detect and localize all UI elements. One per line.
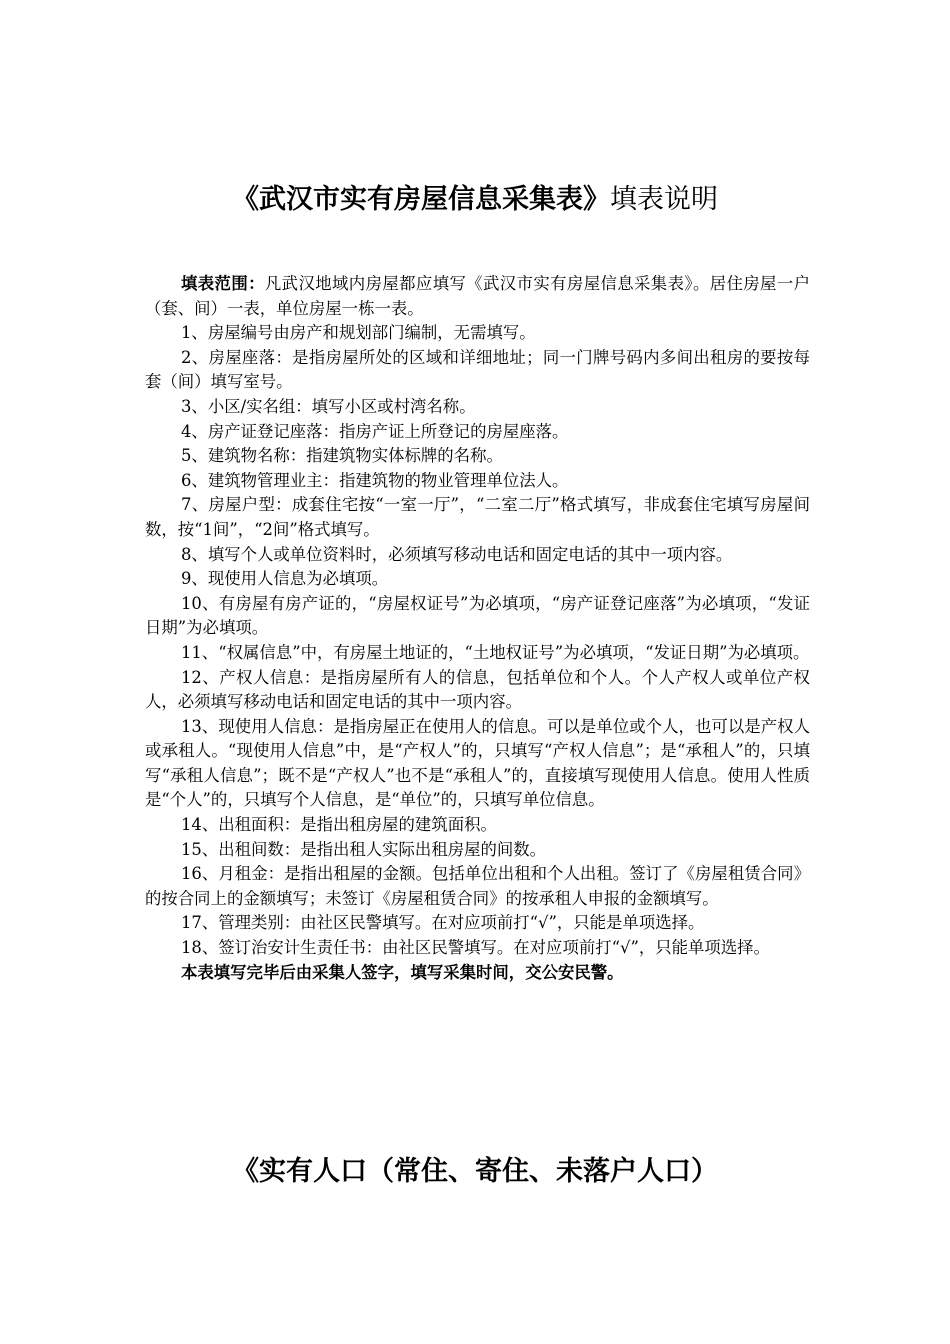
instruction-item-5: 5、建筑物名称：指建筑物实体标牌的名称。 [181,446,503,466]
instruction-item-13: 13、现使用人信息：是指房屋正在使用人的信息。可以是单位或个人，也可以是产权人或承租人。“现使用人信息”中，是“产权人”的，只填写“产权人信息”；是“承租人”的，只填写“承租人信息”；既不是“产权人”也不是“承租人”的，直接填写现使用人信息。使用人性质是“个人”的，只填写个人信息，是“单位”的，只填写单位信息。 [145,716,810,810]
page-title-suffix: 填表说明 [610,184,718,215]
section-title-population-text: 《实有人口（常住、寄住、未落户人口） [232,1156,718,1187]
page-title [0,182,950,218]
instruction-item-18: 18、签订治安计生责任书：由社区民警填写。在对应项前打“√”，只能单项选择。 [181,938,770,958]
instruction-item-11: 11、“权属信息”中，有房屋土地证的，“土地权证号”为必填项，“发证日期”为必填项。 [181,642,810,662]
instruction-item-16: 16、月租金：是指出租屋的金额。包括单位出租和个人出租。签订了《房屋租赁合同》的按合同上的金额填写；未签订《房屋租赁合同》的按承租人申报的金额填写。 [145,864,810,908]
section-title-population [0,1154,950,1190]
instruction-item-9: 9、现使用人信息为必填项。 [181,569,389,589]
instruction-item-14: 14、出租面积：是指出租房屋的建筑面积。 [181,815,497,835]
instruction-item-17: 17、管理类别：由社区民警填写。在对应项前打“√”，只能是单项选择。 [181,913,705,933]
instruction-item-3: 3、小区/实名组：填写小区或村湾名称。 [181,396,476,416]
scope-label: 填表范围： [181,274,265,293]
instruction-item-8: 8、填写个人或单位资料时，必须填写移动电话和固定电话的其中一项内容。 [181,544,733,564]
instruction-item-6: 6、建筑物管理业主：指建筑物的物业管理单位法人。 [181,470,569,490]
instructions-body [145,272,810,985]
closing-note: 本表填写完毕后由采集人签字，填写采集时间，交公安民警。 [181,962,624,982]
instruction-item-15: 15、出租间数：是指出租人实际出租房屋的间数。 [181,839,547,859]
instruction-item-12: 12、产权人信息：是指房屋所有人的信息，包括单位和个人。个人产权人或单位产权人，必须填写移动电话和固定电话的其中一项内容。 [145,667,810,712]
scope-text: 凡武汉地域内房屋都应填写《武汉市实有房屋信息采集表》。居住房屋一户（套、间）一表，单位房屋一栋一表。 [145,274,811,318]
instruction-item-2: 2、房屋座落：是指房屋所处的区域和详细地址；同一门牌号码内多间出租房的要按每套（间）填写室号。 [145,347,810,392]
instruction-item-10: 10、有房屋有房产证的，“房屋权证号”为必填项，“房产证登记座落”为必填项，“发证日期”为必填项。 [145,593,810,638]
page-title-main: 《武汉市实有房屋信息采集表》 [232,184,610,215]
instruction-item-7: 7、房屋户型：成套住宅按“一室一厅”，“二室二厅”格式填写，非成套住宅填写房屋间数，按“1间”，“2间”格式填写。 [145,495,810,539]
scope-paragraph [145,272,810,321]
instruction-item-1: 1、房屋编号由房产和规划部门编制，无需填写。 [181,323,536,343]
instruction-item-4: 4、房产证登记座落：指房产证上所登记的房屋座落。 [181,421,569,441]
